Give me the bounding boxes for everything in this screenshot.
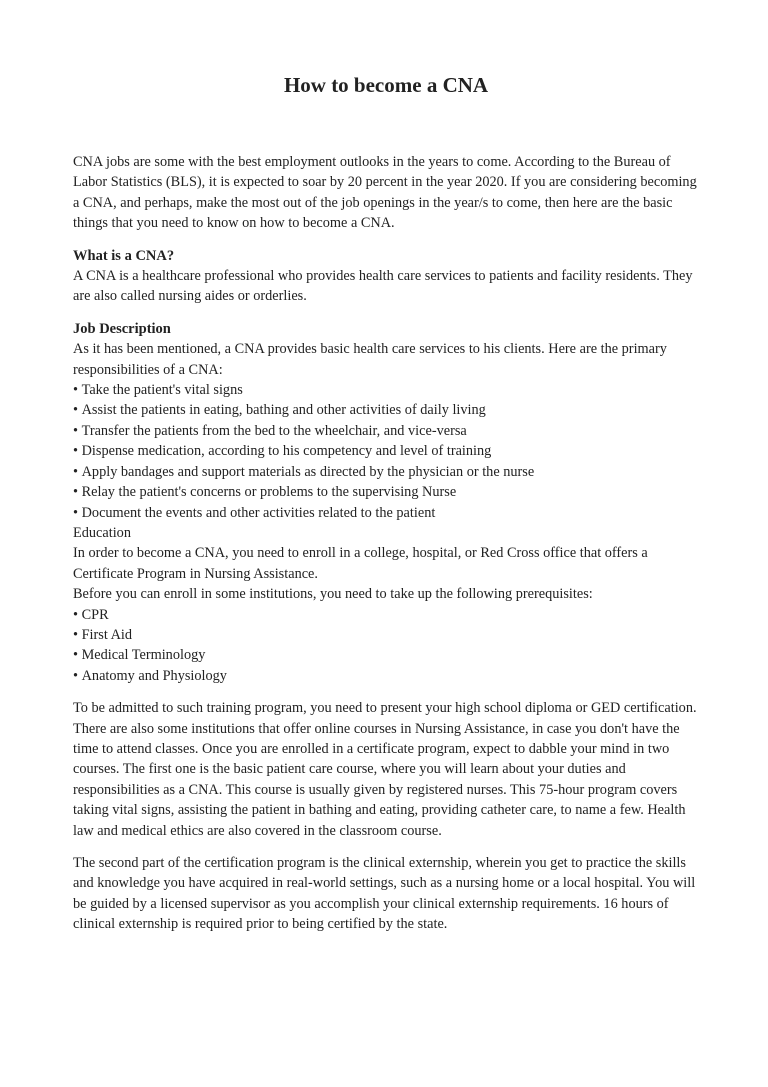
education-paragraph: In order to become a CNA, you need to enroll in a college, hospital, or Red Cross office that offers a Certificate Program in Nursing Assistance.: [73, 545, 648, 582]
list-item: • Medical Terminology: [73, 645, 699, 665]
list-item: • Dispense medication, according to his competency and level of training: [73, 441, 699, 461]
list-item: • Assist the patients in eating, bathing and other activities of daily living: [73, 400, 699, 420]
what-is-heading: What is a CNA?: [73, 247, 175, 264]
responsibilities-list: [73, 380, 699, 523]
job-description-heading: Job Description: [73, 320, 171, 337]
list-item: • Transfer the patients from the bed to the wheelchair, and vice-versa: [73, 421, 699, 441]
page-title: How to become a CNA: [283, 73, 489, 97]
prerequisites-intro: Before you can enroll in some institutions, you need to take up the following prerequisites:: [73, 586, 593, 603]
list-item: • Relay the patient's concerns or problems to the supervising Nurse: [73, 482, 699, 502]
prerequisites-list: [73, 605, 699, 687]
job-description-paragraph: As it has been mentioned, a CNA provides basic health care services to his clients. Here are the primary responsibilities of a CNA:: [73, 341, 667, 378]
intro-paragraph: CNA jobs are some with the best employment outlooks in the years to come. According to the Bureau of Labor Statistics (BLS), it is expected to soar by 20 percent in the year 2020. If you are considering becoming a CNA, and perhaps, make the most out of the job openings in the year/s to come, then here are the basic things that you need to know on how to become a CNA.: [73, 154, 697, 232]
document-page: [73, 70, 699, 935]
training-paragraph: To be admitted to such training program, you need to present your high school diploma or GED certification. There are also some institutions that offer online courses in Nursing Assistance, in case you don't have the time to attend classes. Once you are enrolled in a certificate program, expect to dabble your mind in two courses. The first one is the basic patient care course, where you will learn about your duties and responsibilities as a CNA. This course is usually given by registered nurses. This 75-hour program covers taking vital signs, assisting the patient in bathing and eating, providing catheter care, to name a few. Health law and medical ethics are also covered in the classroom course.: [73, 700, 697, 839]
list-item: • Document the events and other activities related to the patient: [73, 503, 699, 523]
list-item: • Take the patient's vital signs: [73, 380, 699, 400]
externship-paragraph: The second part of the certification program is the clinical externship, wherein you get to practice the skills and knowledge you have acquired in real-world settings, such as a nursing home or a local hospital. You will be guided by a licensed supervisor as you accomplish your clinical externship requirements. 16 hours of clinical externship is required prior to being certified by the state.: [73, 855, 696, 933]
education-heading: Education: [73, 524, 131, 541]
list-item: • Apply bandages and support materials as directed by the physician or the nurse: [73, 462, 699, 482]
list-item: • CPR: [73, 605, 699, 625]
list-item: • Anatomy and Physiology: [73, 666, 699, 686]
list-item: • First Aid: [73, 625, 699, 645]
what-is-paragraph: A CNA is a healthcare professional who provides health care services to patients and facility residents. They are also called nursing aides or orderlies.: [73, 268, 693, 305]
